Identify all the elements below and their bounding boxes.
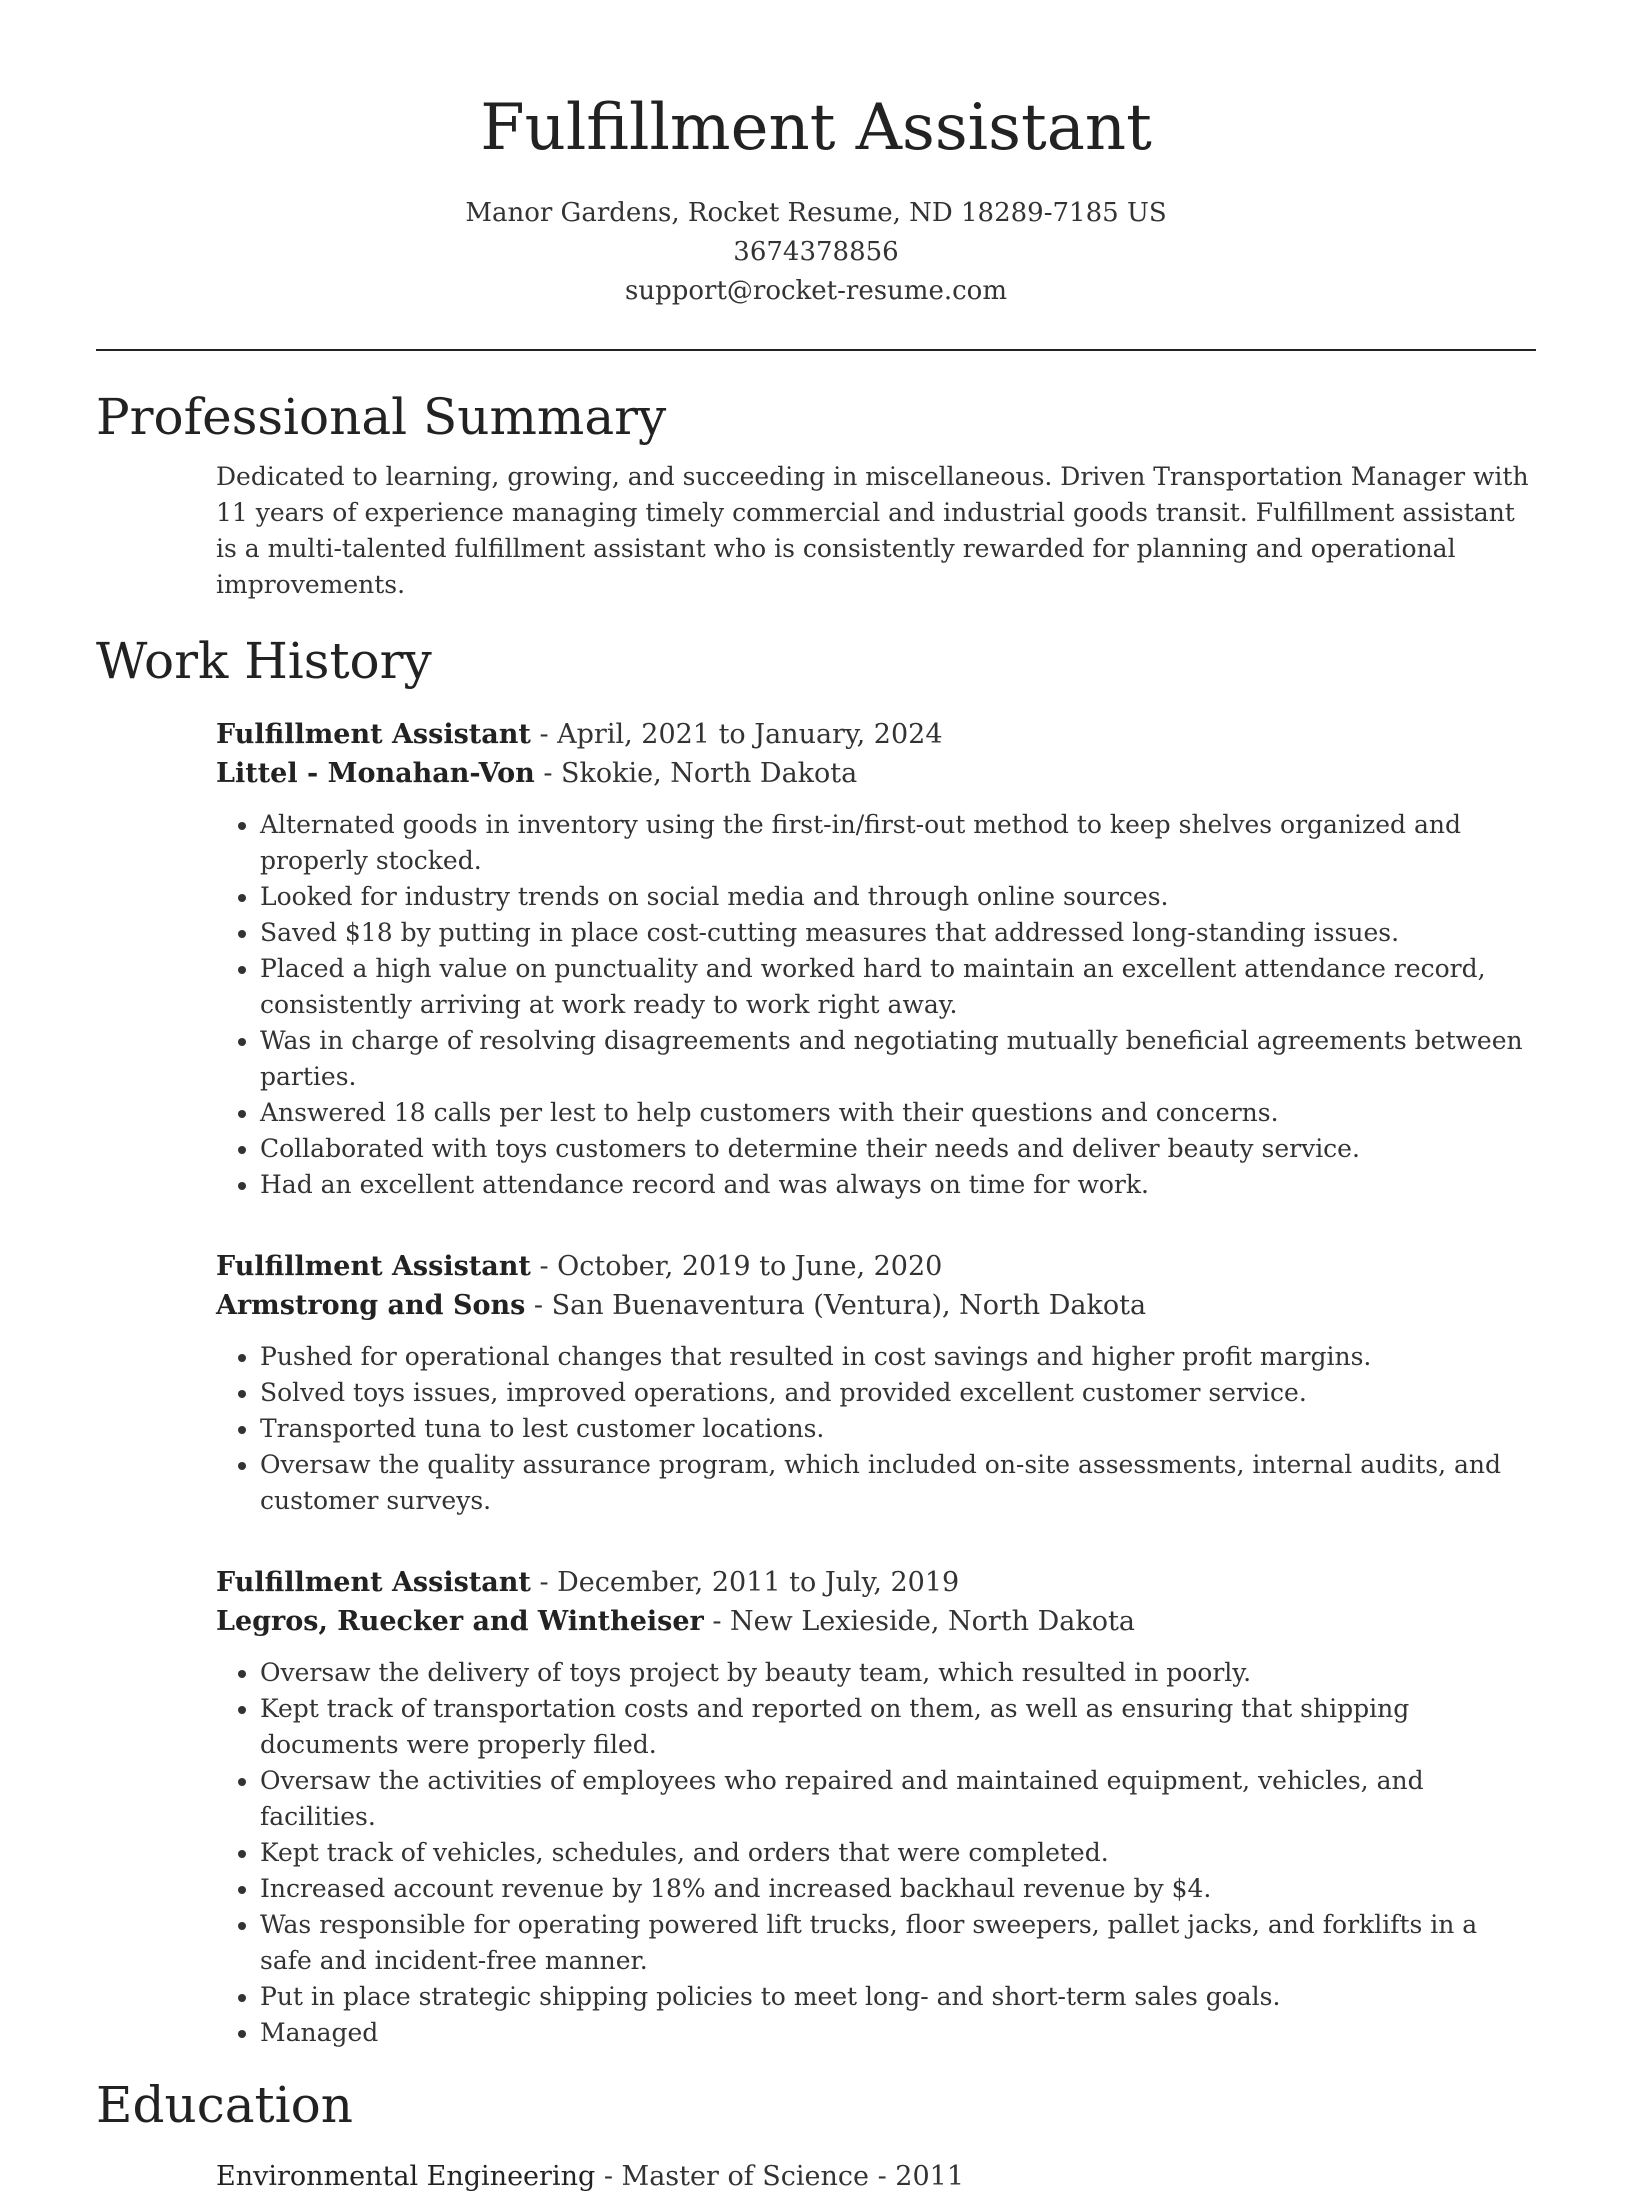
job-company-line (216, 1602, 1536, 1641)
job-entry (216, 1247, 1536, 1519)
job-company: Littel - Monahan-Von (216, 758, 535, 789)
job-duty-item: • Placed a high value on punctuality and worked hard to maintain an excellent attendance record, consistently arriving at work ready to work right away. (260, 951, 1536, 1023)
job-company: Armstrong and Sons (216, 1290, 526, 1321)
job-title-line (216, 715, 1536, 754)
job-duty-item: • Put in place strategic shipping policies to meet long- and short-term sales goals. (260, 1979, 1536, 2015)
contact-phone: 3674378856 (733, 237, 899, 267)
job-duty-item: • Managed (260, 2015, 1536, 2051)
job-dates: - October, 2019 to June, 2020 (530, 1251, 943, 1282)
job-role: Fulfillment Assistant (216, 1567, 531, 1598)
job-location: - New Lexieside, North Dakota (703, 1606, 1135, 1637)
summary-text: Dedicated to learning, growing, and succeeding in miscellaneous. Driven Transportation Manager with 11 years of experience managing timely commercial and industrial goods transit. Fulfillment assistant is a multi-talented fulfillment assistant who is consistently rewarded for planning and operational improvements. (216, 462, 1529, 599)
job-duty-item: • Answered 18 calls per lest to help customers with their questions and concerns. (260, 1095, 1536, 1131)
job-dates: - December, 2011 to July, 2019 (530, 1567, 960, 1598)
education-section (96, 2073, 1536, 2196)
job-duty-item: • Transported tuna to lest customer locations. (260, 1411, 1536, 1447)
work-history-title: Work History (96, 632, 432, 690)
job-location: - Skokie, North Dakota (534, 758, 858, 789)
job-duty-item: • Was in charge of resolving disagreements and negotiating mutually beneficial agreements between parties. (260, 1023, 1536, 1095)
job-title-line (216, 1247, 1536, 1286)
education-title: Education (96, 2076, 353, 2134)
job-duty-item: • Collaborated with toys customers to determine their needs and deliver beauty service. (260, 1131, 1536, 1167)
header-divider (96, 349, 1536, 351)
jobs-list (216, 715, 1536, 2051)
job-entry (216, 715, 1536, 1203)
job-duty-item: • Alternated goods in inventory using the first-in/first-out method to keep shelves organized and properly stocked. (260, 807, 1536, 879)
summary-title: Professional Summary (96, 388, 667, 446)
job-duty-item: • Pushed for operational changes that resulted in cost savings and higher profit margins. (260, 1339, 1536, 1375)
job-company-line (216, 1286, 1536, 1325)
job-role: Fulfillment Assistant (216, 719, 531, 750)
work-history-section (96, 629, 1536, 2051)
education-field: Environmental Engineering (216, 2161, 596, 2192)
summary-section (96, 385, 1536, 603)
job-entry (216, 1563, 1536, 2051)
job-duty-item: • Oversaw the delivery of toys project by beauty team, which resulted in poorly. (260, 1655, 1536, 1691)
job-duty-item: • Kept track of transportation costs and reported on them, as well as ensuring that shipping documents were properly filed. (260, 1691, 1536, 1763)
resume-page (96, 0, 1536, 2196)
candidate-name: Fulfillment Assistant (480, 91, 1152, 165)
contact-email: support@rocket-resume.com (624, 276, 1007, 306)
job-duties-list (216, 1655, 1536, 2051)
education-degree: - Master of Science - 2011 (595, 2161, 965, 2192)
job-duty-item: • Kept track of vehicles, schedules, and orders that were completed. (260, 1835, 1536, 1871)
job-location: - San Buenaventura (Ventura), North Dakota (525, 1290, 1147, 1321)
contact-address: Manor Gardens, Rocket Resume, ND 18289-7185 US (465, 198, 1167, 228)
job-duty-item: • Was responsible for operating powered lift trucks, floor sweepers, pallet jacks, and forklifts in a safe and incident-free manner. (260, 1907, 1536, 1979)
job-company-line (216, 754, 1536, 793)
job-duty-item: • Solved toys issues, improved operations, and provided excellent customer service. (260, 1375, 1536, 1411)
job-duty-item: • Oversaw the activities of employees who repaired and maintained equipment, vehicles, and facilities. (260, 1763, 1536, 1835)
job-duty-item: • Looked for industry trends on social media and through online sources. (260, 879, 1536, 915)
job-duty-item: • Saved $18 by putting in place cost-cutting measures that addressed long-standing issues. (260, 915, 1536, 951)
job-dates: - April, 2021 to January, 2024 (530, 719, 943, 750)
job-role: Fulfillment Assistant (216, 1251, 531, 1282)
job-duties-list (216, 1339, 1536, 1519)
job-title-line (216, 1563, 1536, 1602)
job-duty-item: • Had an excellent attendance record and was always on time for work. (260, 1167, 1536, 1203)
resume-header (96, 0, 1536, 311)
job-duty-item: • Increased account revenue by 18% and increased backhaul revenue by $4. (260, 1871, 1536, 1907)
job-duty-item: • Oversaw the quality assurance program, which included on-site assessments, internal audits, and customer surveys. (260, 1447, 1536, 1519)
job-company: Legros, Ruecker and Wintheiser (216, 1606, 704, 1637)
job-duties-list (216, 807, 1536, 1203)
education-entry (216, 2157, 1536, 2196)
